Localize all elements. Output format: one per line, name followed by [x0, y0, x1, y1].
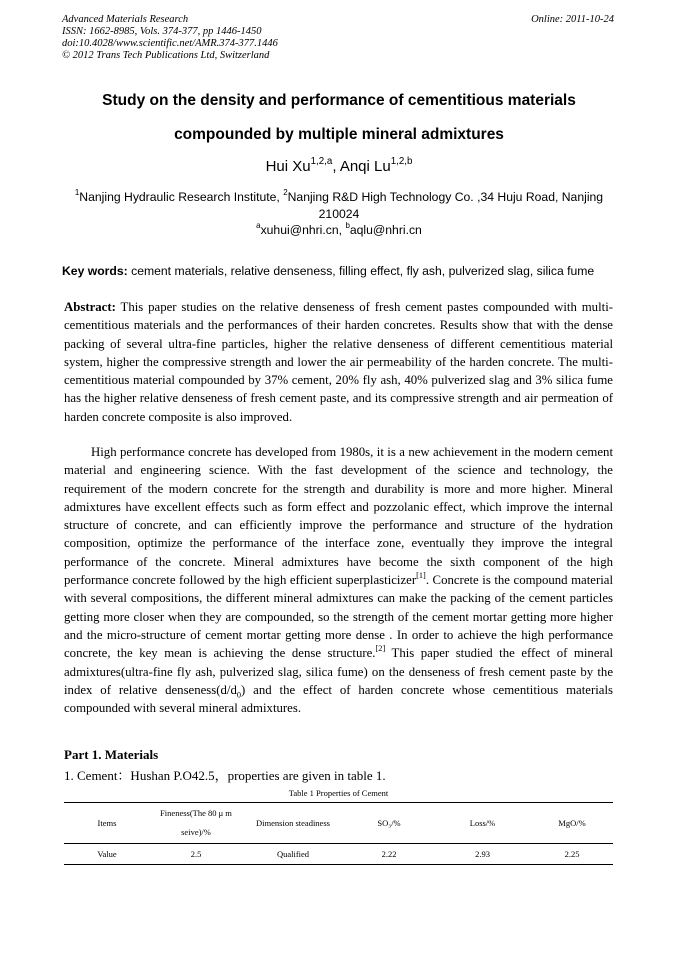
abstract: [64, 298, 613, 426]
table-cell: Qualified: [242, 844, 344, 865]
author-1-name: Hui Xu: [265, 158, 311, 175]
keywords-text: cement materials, relative denseness, filling effect, fly ash, pulverized slag, silica fume: [131, 264, 595, 278]
paper-title-line-1: Study on the density and performance of cementitious materials: [102, 92, 576, 109]
affil-1-text: Nanjing Hydraulic Research Institute,: [79, 190, 284, 204]
table-cell: 2.93: [434, 844, 531, 865]
keywords-label: Key words:: [62, 264, 128, 278]
table-cell: Value: [64, 844, 150, 865]
copyright-line: © 2012 Trans Tech Publications Ltd, Switzerland: [62, 50, 270, 61]
intro-text-d: ) and the effect of harden concrete whose cementitious materials compounded with several mineral admixtures.: [64, 682, 614, 716]
intro-text-c: This paper studied the effect of mineral admixtures(ultra-fine fly ash, pulverized slag, silica fume) on the denseness of fresh cement paste by the index of relative denseness(d/d: [64, 646, 613, 697]
email-b-mark: b: [345, 221, 350, 231]
affiliations: [62, 189, 616, 223]
intro-paragraph: [64, 443, 613, 717]
subscript-zero: 0: [236, 690, 242, 700]
abstract-label: Abstract:: [64, 300, 116, 314]
table-header-cell: Items: [64, 803, 150, 844]
citation-2[interactable]: [2]: [375, 644, 386, 654]
citation-1[interactable]: [1]: [416, 570, 426, 580]
email-a-mark: a: [256, 221, 261, 231]
table-header-cell: Fineness(The 80 μ m seive)/%: [150, 803, 242, 844]
intro-text-b: . Concrete is the compound material with several compositions, the different mineral admixtures can make the packing of the cement particles getting more closer when they are compounded, so the strength of the cement mortar getting more higher and the micro-structure of cement mortar getting more dense . In order to achieve the high performance concrete, the key mean is achieving the dense structure.: [64, 573, 613, 661]
table-header-cell: Loss/%: [434, 803, 531, 844]
journal-header: [62, 14, 278, 62]
abstract-text: This paper studies on the relative denseness of fresh cement pastes compounded with multi-cementitious materials and the performances of their harden concretes. Results show that with the dense packing of several ultra-fine particles, higher the relative denseness of different cementitious material system, higher the compressive strength and lower the air permeability of the harden concrete. The multi-cementitious material compounded by 37% cement, 20% fly ash, 40% pulverized slag and 3% silica fume has the higher relative denseness of fresh cement paste, and its compressive strength and air permeation of harden concrete composite is also improved.: [64, 300, 614, 424]
table-header-cell: Dimension steadiness: [242, 803, 344, 844]
table-header-cell: MgO/%: [531, 803, 613, 844]
table-header-cell: SO₃/%: [344, 803, 434, 844]
author-2-affil: 1,2,b: [390, 156, 413, 168]
section-heading: Part 1. Materials: [64, 747, 159, 762]
table-header-row: [64, 803, 613, 844]
affil-2-mark: 2: [283, 188, 288, 198]
journal-name: Advanced Materials Research: [62, 14, 189, 25]
materials-item-1: 1. Cement：Hushan P.O42.5，properties are given in table 1.: [64, 768, 386, 783]
cement-properties-table: [64, 802, 613, 865]
table-cell: 2.22: [344, 844, 434, 865]
author-list: Hui Xu$^{1,2,a}$, Anqi Lu$^{1,2,b}$: [265, 156, 413, 175]
paper-title-line-2: compounded by multiple mineral admixtures: [174, 126, 504, 143]
table-row: [64, 844, 613, 865]
affil-1-mark: 1: [74, 188, 80, 198]
table-cell: 2.5: [150, 844, 242, 865]
intro-text-a: High performance concrete has developed from 1980s, it is a new achievement in the modern cement material and engineering science. With the fast development of the science and technology, the requirement of the modern concrete for the strength and durability is more and more higher. Mineral admixtures have excellent effects such as form effect and pozzolanic effect, which improve the internal structure of concrete, and can efficiently improve the performance and structure of the hydration composition, optimize the performance of the interface zone, eventually they improve the integral performance of the concrete. Mineral admixtures have become the sixth component of the high performance concrete followed by the high efficient superplasticizer: [64, 445, 613, 588]
affil-2-text: Nanjing R&D High Technology Co. ,34 Huju Road, Nanjing 210024: [287, 190, 604, 221]
author-emails: $^a$xuhui@nhri.cn, $^b$aqlu@nhri.cn: [256, 221, 422, 237]
online-date: Online: 2011-10-24: [531, 14, 614, 25]
author-2-name: Anqi Lu: [339, 158, 391, 175]
email-b[interactable]: aqlu@nhri.cn: [349, 223, 422, 237]
issn-line: ISSN: 1662-8985, Vols. 374-377, pp 1446-1450: [62, 26, 262, 37]
doi-line: doi:10.4028/www.scientific.net/AMR.374-377.1446: [62, 38, 278, 49]
table-caption: Table 1 Properties of Cement: [288, 788, 389, 798]
keywords: [62, 263, 616, 279]
email-a[interactable]: xuhui@nhri.cn: [260, 223, 339, 237]
table-cell: 2.25: [531, 844, 613, 865]
author-1-affil: 1,2,a: [310, 156, 333, 168]
